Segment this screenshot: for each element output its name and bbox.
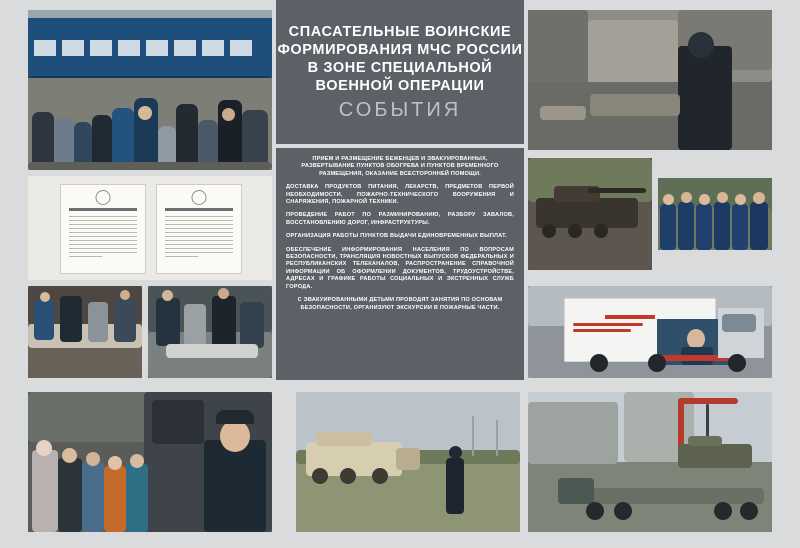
photo-train <box>28 10 272 170</box>
title-subtitle: СОБЫТИЯ <box>338 98 462 121</box>
body-paragraph-1: ПРИЕМ И РАЗМЕЩЕНИЕ БЕЖЕНЦЕВ И ЭВАКУИРОВАННЫХ, РАЗВЕРТЫВАНИЕ ПУНКТОВ ОБОГРЕВА И ПУНКТОВ ВРЕМЕННОГО РАЗМЕЩЕНИЯ, ОКАЗАНИЕ ВСЕСТОРОННЕЙ ПОМОЩИ. <box>301 156 499 177</box>
photo-rescuer-group <box>658 178 772 250</box>
body-paragraph-4: ОРГАНИЗАЦИЯ РАБОТЫ ПУНКТОВ ВЫДАЧИ ЕДИНОВРЕМЕННЫХ ВЫПЛАТ. <box>286 233 507 240</box>
photo-info-truck <box>528 286 772 378</box>
poster-text-block <box>276 148 524 380</box>
body-paragraph-2: ДОСТАВКА ПРОДУКТОВ ПИТАНИЯ, ЛЕКАРСТВ, ПРЕДМЕТОВ ПЕРВОЙ НЕОБХОДИМОСТИ, ПОЖАРНО-ТЕХНИЧЕСКОГО ВООРУЖЕНИЯ И СНАРЯЖЕНИЯ, ПОЖАРНОЙ ТЕХНИКИ. <box>286 184 514 206</box>
truck-cab <box>718 308 764 358</box>
title-line-3: В ЗОНЕ СПЕЦИАЛЬНОЙ <box>307 59 493 76</box>
truck-body <box>564 298 716 362</box>
body-paragraph-5: ОБЕСПЕЧЕНИЕ ИНФОРМИРОВАНИЯ НАСЕЛЕНИЯ ПО ВОПРОСАМ БЕЗОПАСНОСТИ, ТРАНСЛЯЦИЯ НОВОСТНЫХ ВЫПУСКОВ ФЕДЕРАЛЬНЫХ И РЕСПУБЛИКАНСКИХ ТЕЛЕКАНАЛОВ, РАСПРОСТРАНЕНИЕ СПРАВОЧНОЙ ИНФОРМАЦИИ ОБ ОФОРМЛЕНИИ ДОКУМЕНТОВ, ТРУДОУСТРОЙСТВЕ, АДРЕСАХ И ГРАФИКЕ РАБОТЫ СОЦИАЛЬНЫХ И ЭКСТРЕННЫХ СЛУЖБ ГОРОДА. <box>286 246 514 290</box>
decree-document-1 <box>60 184 146 274</box>
poster-title-block <box>276 0 524 144</box>
photo-rubble-clearing <box>528 10 772 150</box>
title-line-2: ФОРМИРОВАНИЯ МЧС РОССИИ <box>277 41 523 58</box>
photo-evacuee-queue <box>28 392 272 532</box>
photo-food-distribution <box>28 286 142 378</box>
photo-crane-loading <box>528 392 772 532</box>
body-paragraph-6: С ЭВАКУИРОВАННЫМИ ДЕТЬМИ ПРОВОДЯТ ЗАНЯТИЯ ПО ОСНОВАМ БЕЗОПАСНОСТИ, ОРГАНИЗУЮТ ЭКСКУРСИИ В ПОЖАРНЫЕ ЧАСТИ. <box>297 297 503 311</box>
photo-burnt-vehicle <box>528 158 652 270</box>
photo-decrees <box>28 176 272 280</box>
title-line-4: ВОЕННОЙ ОПЕРАЦИИ <box>315 77 485 94</box>
decree-document-2 <box>156 184 242 274</box>
photo-aid-desk <box>148 286 272 378</box>
title-line-1: СПАСАТЕЛЬНЫЕ ВОИНСКИЕ <box>288 23 512 40</box>
train-crowd <box>28 92 272 170</box>
photo-demining-machine <box>296 392 520 532</box>
body-paragraph-3: ПРОВЕДЕНИЕ РАБОТ ПО РАЗМИНИРОВАНИЮ, РАЗБОРУ ЗАВАЛОВ, ВОССТАНОВЛЕНИЮ ДОРОГ, ИНФРАСТРУКТУРЫ. <box>286 212 514 226</box>
train-body <box>28 18 272 80</box>
